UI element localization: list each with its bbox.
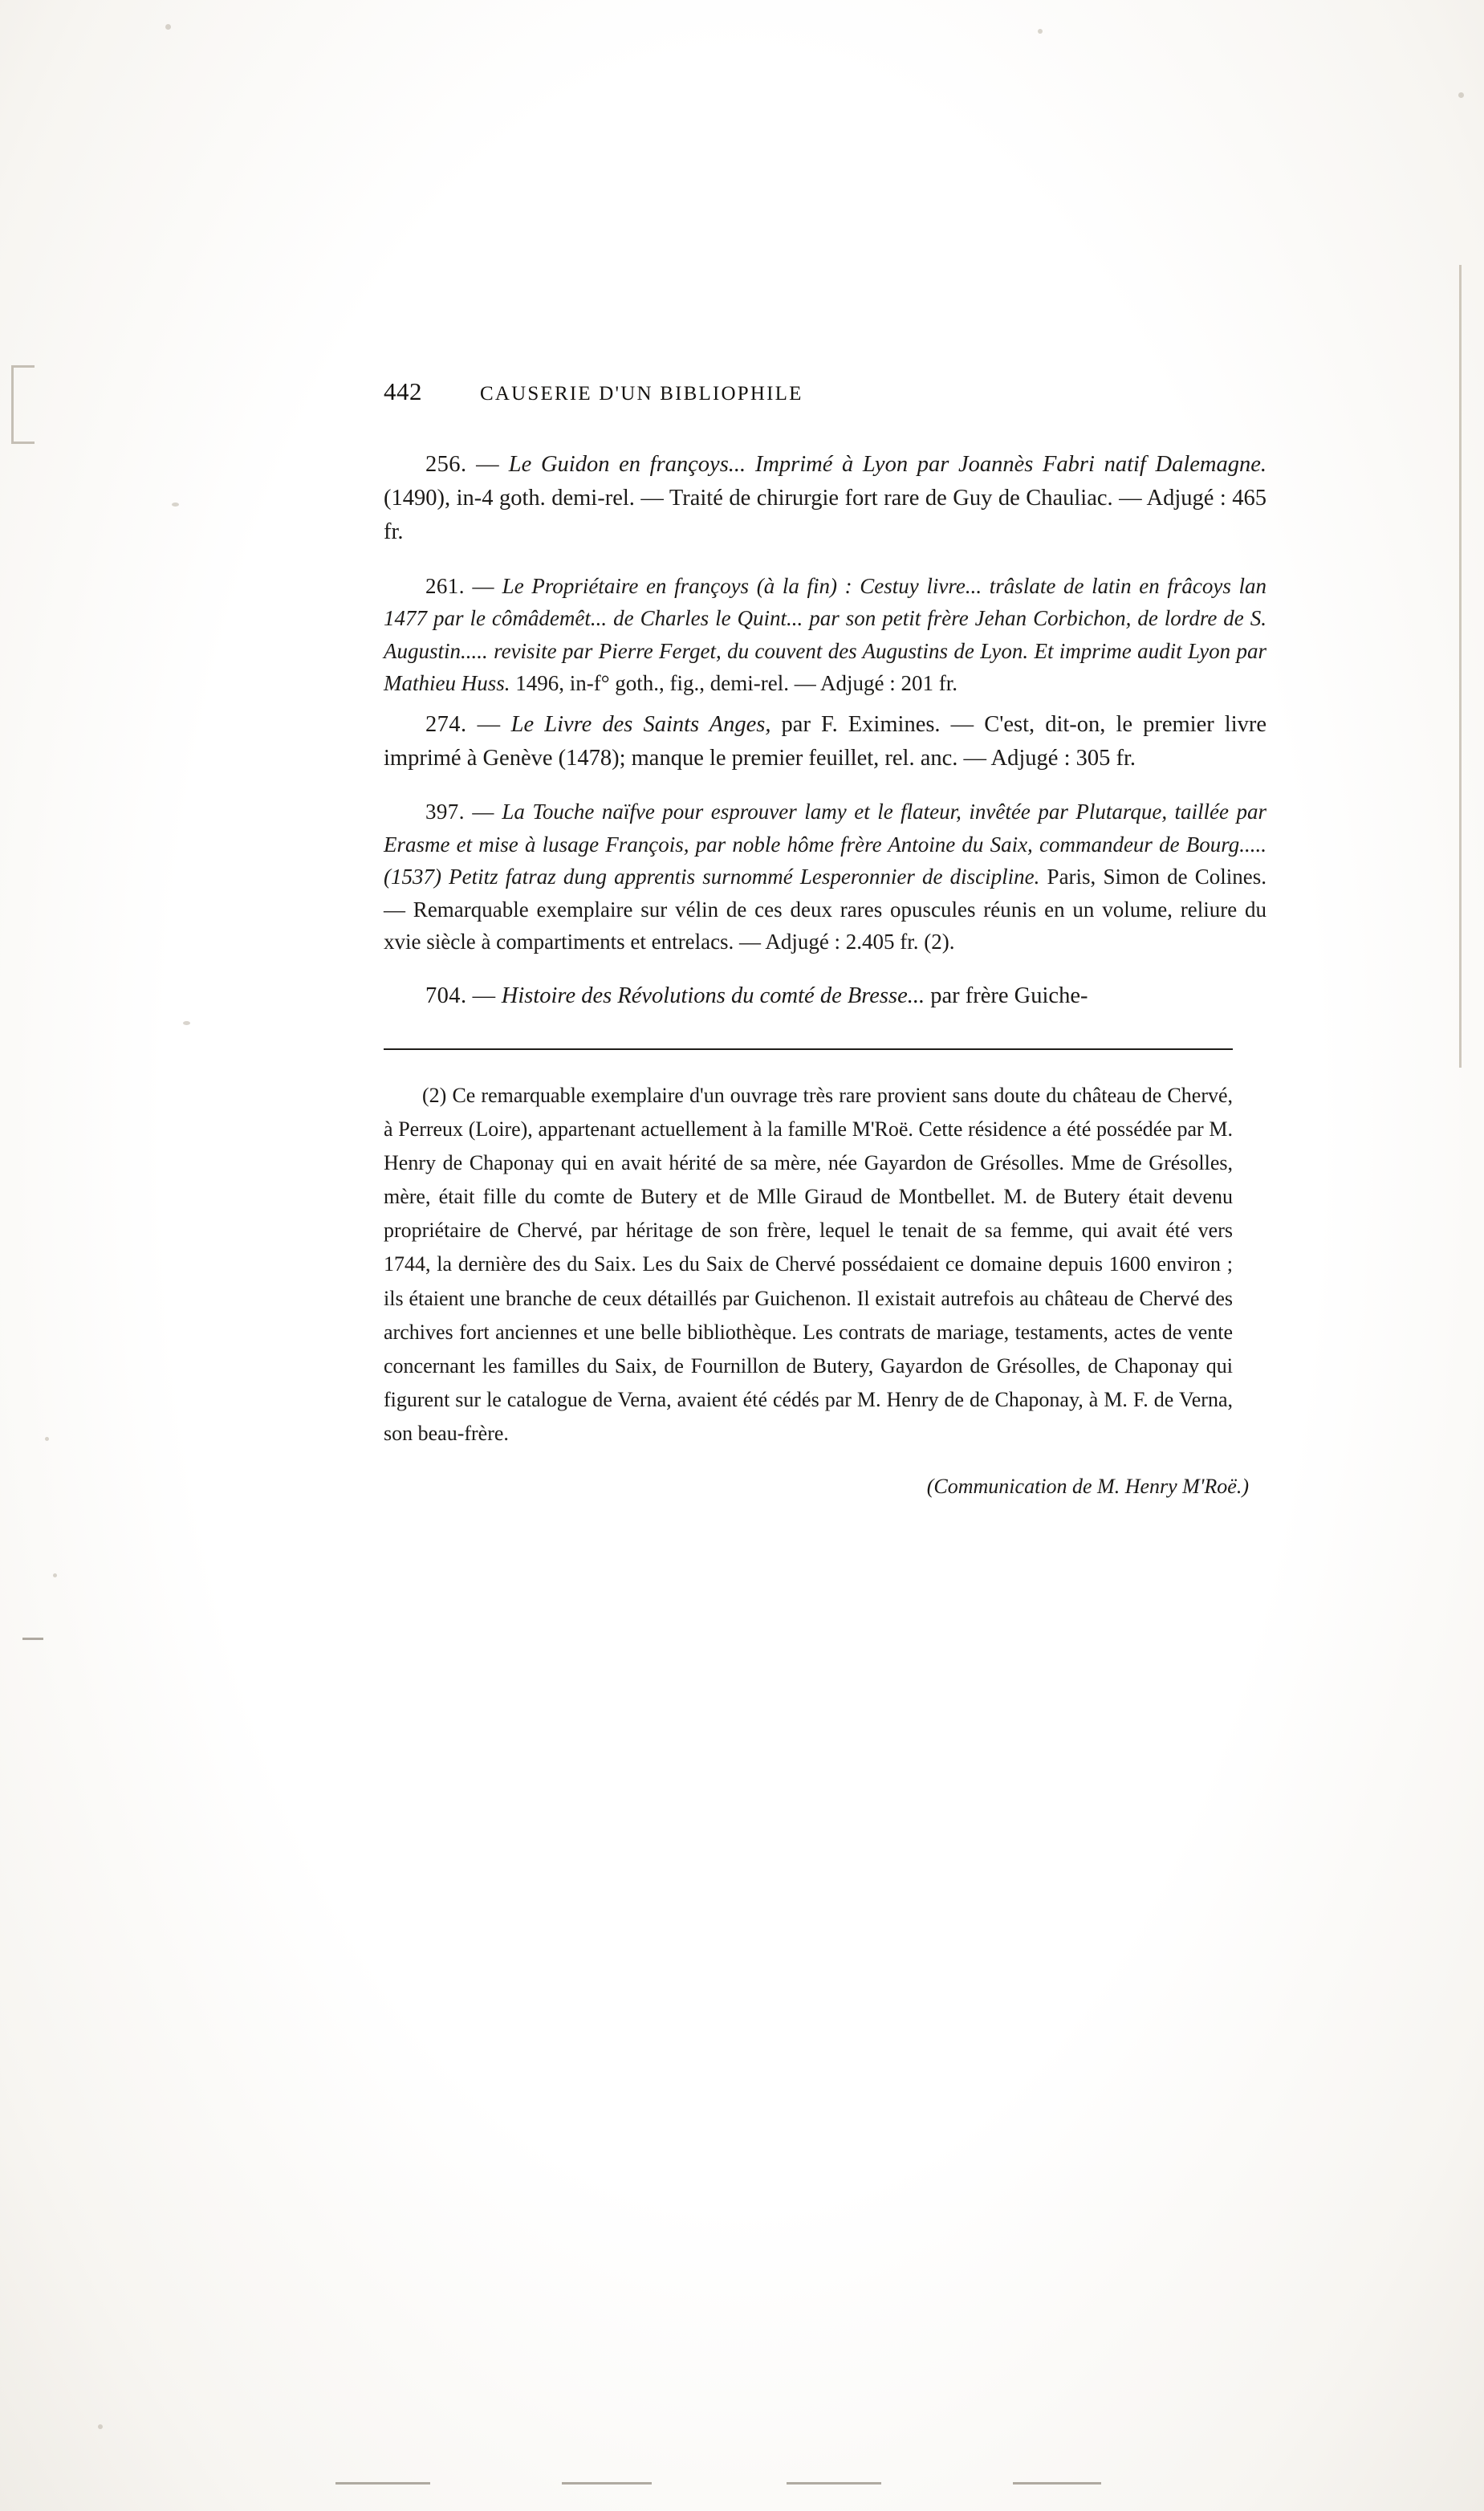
catalogue-entry xyxy=(384,796,1266,958)
entry-dash: — xyxy=(476,452,500,477)
entry-title-italic: Le Propriétaire en françoys (à la fin) : Cestuy livre... trâslate de latin en frâcoys lan 1477 par le cômâdemêt... de Charles le Quint... par son petit frère Jehan Corbichon, de lordre de S. Augustin..... revisite par Pierre Ferget, du couvent des Augustins de Lyon. Et imprime audit Lyon par Mathieu Huss. xyxy=(384,573,1267,696)
entry-number-text: 274. xyxy=(425,711,467,737)
scan-dash xyxy=(22,1638,43,1640)
entry-number-text: 704. xyxy=(425,983,467,1008)
folio-number: 442 xyxy=(384,377,422,405)
running-head-title: CAUSERIE D'UN BIBLIOPHILE xyxy=(480,383,803,405)
entry-number-text: 256. xyxy=(425,452,467,477)
entry-title-italic: Histoire des Révolutions du comté de Bresse... xyxy=(501,983,925,1008)
footnote-marker: (2) xyxy=(422,1083,447,1107)
scan-speck xyxy=(165,24,171,30)
entry-dash: — xyxy=(472,800,494,824)
entry-description: 1496, in-f° goth., fig., demi-rel. — Adjugé : 201 fr. xyxy=(515,671,957,696)
bottom-scan-dashes xyxy=(0,2480,1484,2489)
entry-description: (1490), in-4 goth. demi-rel. — Traité de chirurgie fort rare de Guy de Chauliac. — Adjugé : 465 fr. xyxy=(384,485,1266,544)
entry-dash: — xyxy=(472,983,496,1008)
catalogue-entry xyxy=(384,448,1266,549)
footnote-rule xyxy=(384,1048,1233,1050)
entry-title-italic: La Touche naïfve pour esprouver lamy et le flateur, invêtée par Plutarque, taillée par Erasme et mise à lusage François, par noble hôme frère Antoine du Saix, commandeur de Bourg..... (1537) Petitz fatraz dung apprentis surnommé Lesperonnier de discipline. xyxy=(384,800,1267,889)
scan-speck xyxy=(1038,29,1043,34)
entry-title-italic: Le Guidon en françoys... Imprimé à Lyon par Joannès Fabri natif Dalemagne. xyxy=(508,452,1266,477)
page-content xyxy=(384,377,1266,1499)
catalogue-entry xyxy=(384,979,1266,1013)
scan-speck xyxy=(1458,92,1464,98)
footnote-signature: (Communication de M. Henry M'Roë.) xyxy=(926,1475,1249,1499)
scan-speck xyxy=(98,2424,103,2429)
entry-description: par F. Eximines. — C'est, dit-on, le premier livre imprimé à Genève (1478); manque le premier feuillet, rel. anc. — Adjugé : 305 fr. xyxy=(384,711,1267,771)
scan-speck xyxy=(45,1437,49,1441)
catalogue-entry xyxy=(384,570,1266,700)
footnote-text xyxy=(384,1079,1233,1451)
footnote-body: Ce remarquable exemplaire d'un ouvrage très rare provient sans doute du château de Chervé, à Perreux (Loire), appartenant actuellement à la famille M'Roë. Cette résidence a été possédée par M. Henry de Chaponay qui en avait hérité de sa mère, née Gayardon de Grésolles. Mme de Grésolles, mère, était fille du comte de Butery et de Mlle Giraud de Montbellet. M. de Butery était devenu propriétaire de Chervé, par héritage de son frère, lequel le tenait de sa femme, qui avait été vers 1744, la dernière des du Saix. Les du Saix de Chervé possédaient ce domaine depuis 1600 environ ; ils étaient une branche de ceux détaillés par Guichenon. Il existait autrefois au château de Chervé des archives fort anciennes et une belle bibliothèque. Les contrats de mariage, testaments, actes de vente concernant les familles du Saix, de Fournillon de Butery, Gayardon de Grésolles, de Chaponay qui figurent sur le catalogue de Verna, avaient été cédés par M. Henry de de Chaponay, à M. F. de Verna, son beau-frère. xyxy=(384,1083,1234,1445)
running-head xyxy=(384,377,1266,406)
scan-speck xyxy=(53,1573,57,1577)
entry-title-italic: Le Livre des Saints Anges, xyxy=(510,711,771,737)
catalogue-entry xyxy=(384,708,1266,775)
entry-description: par frère Guiche- xyxy=(930,983,1088,1008)
margin-rule-artifact xyxy=(1459,265,1462,1068)
entry-dash: — xyxy=(472,573,495,598)
entry-dash: — xyxy=(477,711,501,737)
entry-number-text: 397. xyxy=(425,800,465,824)
entry-description: Paris, Simon de Colines. — Remarquable exemplaire sur vélin de ces deux rares opuscules réunis en un volume, reliure du xvie siècle à compartiments et entrelacs. — Adjugé : 2.405 fr. (2). xyxy=(384,865,1267,954)
scan-speck xyxy=(172,503,179,507)
entry-number-text: 261. xyxy=(425,573,465,598)
scan-speck xyxy=(183,1021,190,1025)
margin-bracket-artifact xyxy=(11,365,35,444)
